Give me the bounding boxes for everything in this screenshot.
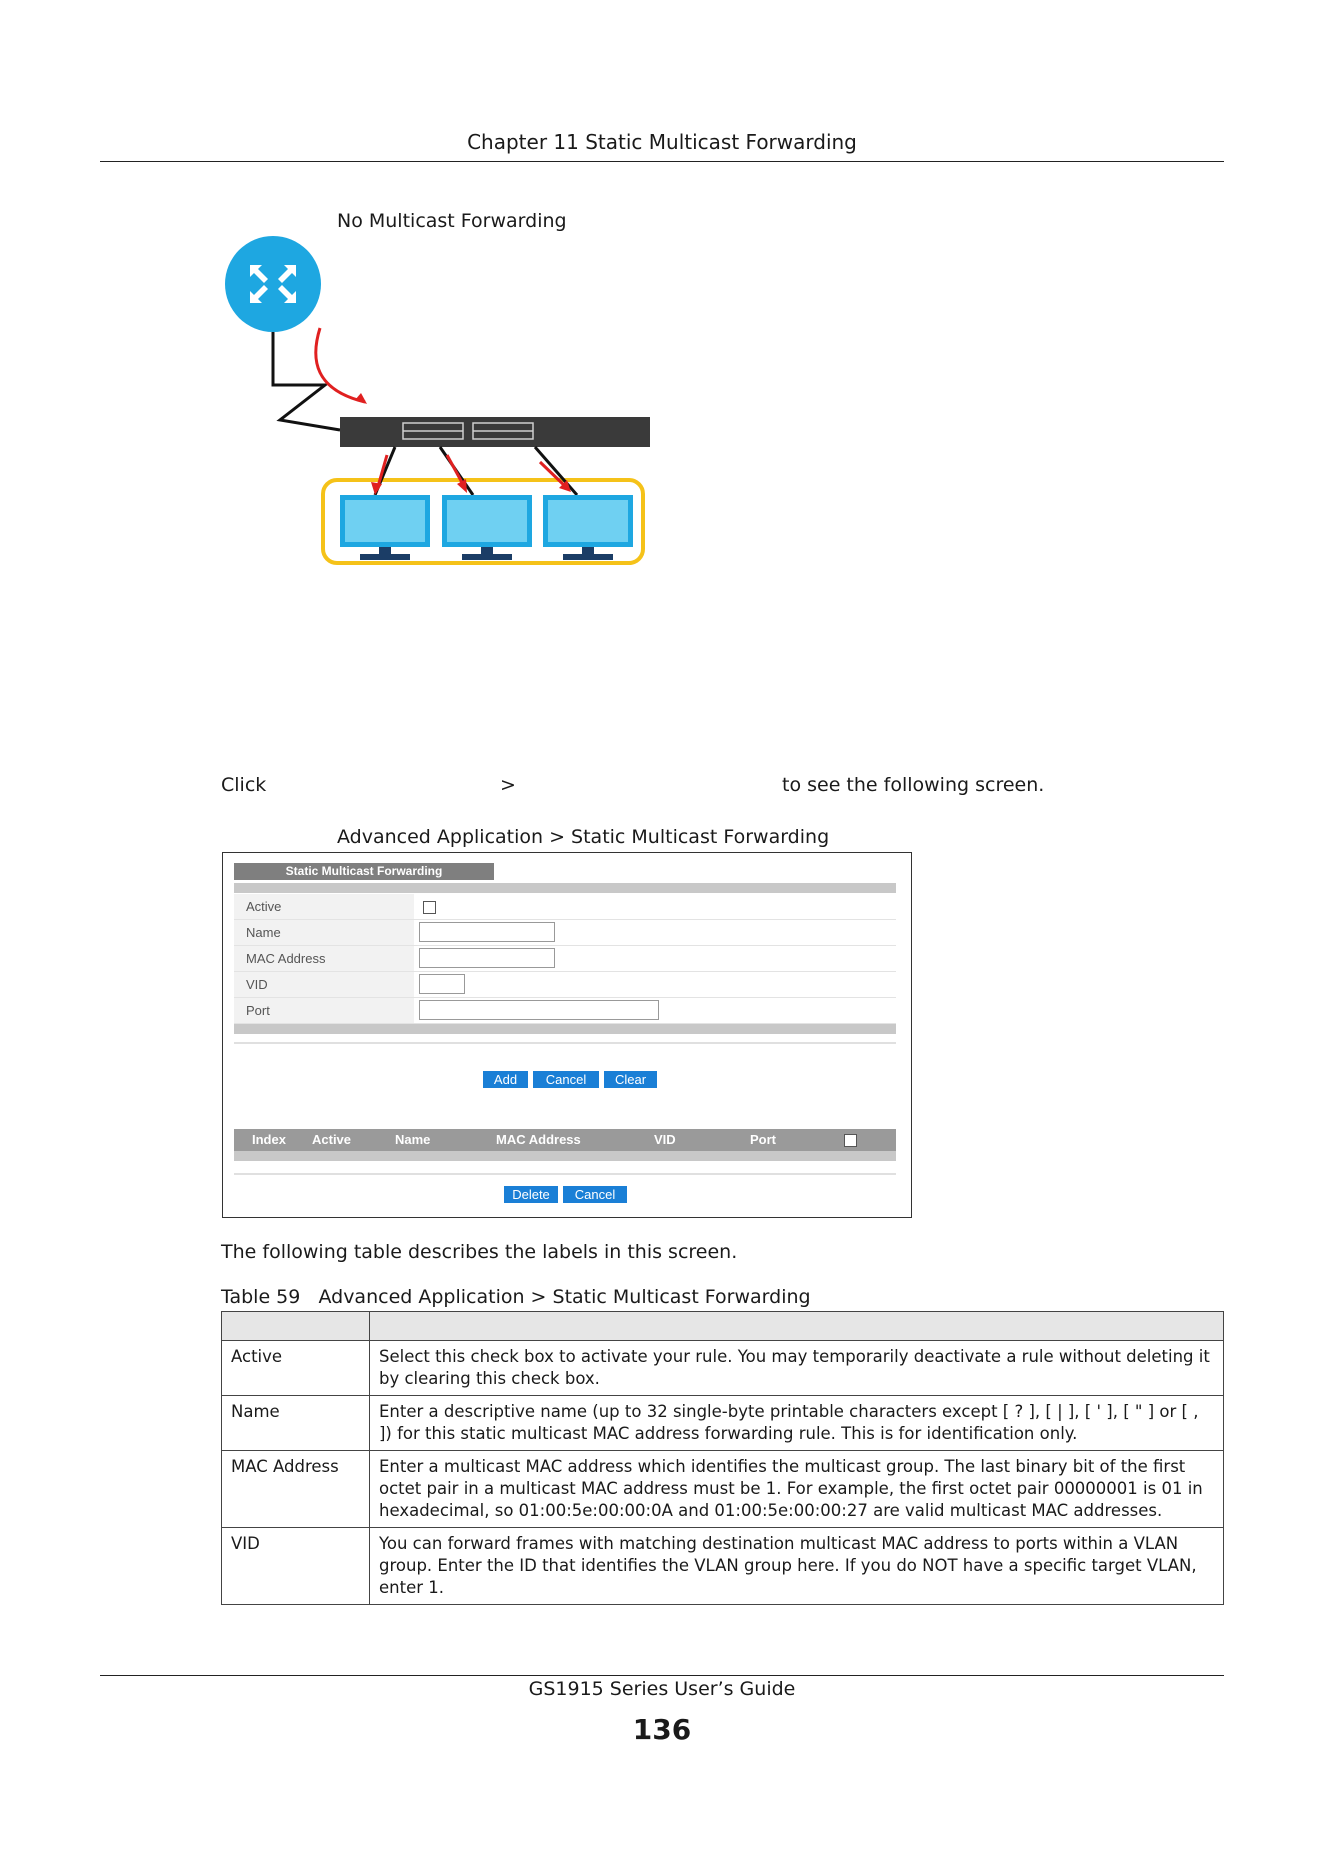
field-label-port: Port [246, 1003, 270, 1018]
delete-button[interactable]: Delete [504, 1186, 558, 1203]
list-header [234, 1129, 896, 1151]
field-label-name: Name [246, 925, 281, 940]
table-header-row [222, 1312, 1224, 1341]
col-active: Active [312, 1132, 352, 1147]
col-index: Index [252, 1132, 286, 1147]
intro-separator: > [500, 774, 516, 796]
cancel-button-2[interactable]: Cancel [563, 1186, 627, 1203]
intro-rest: to see the following screen. [782, 774, 1045, 796]
field-label-vid: VID [246, 977, 268, 992]
row-label: Active [222, 1341, 370, 1396]
field-row-mac [234, 946, 896, 972]
pc-icon-2 [442, 495, 532, 560]
port-input[interactable] [419, 1000, 659, 1020]
description-table [221, 1311, 1224, 1605]
field-row-name [234, 920, 896, 946]
form-divider [234, 1042, 896, 1044]
row-label: Name [222, 1396, 370, 1451]
router-cable [273, 332, 340, 430]
row-description: You can forward frames with matching destination multicast MAC address to ports within a VLAN group. Enter the ID that identifies the VLAN group here. If you do NOT have a specific target VLAN, enter 1. [370, 1528, 1224, 1605]
intro-click: Click [221, 774, 267, 796]
table-row [222, 1528, 1224, 1605]
row-label: MAC Address [222, 1451, 370, 1528]
form-bottom-bar [234, 1024, 896, 1034]
multicast-arrow [316, 328, 365, 402]
pc-icon-1 [340, 495, 430, 560]
add-button[interactable]: Add [483, 1071, 528, 1088]
name-input[interactable] [419, 922, 555, 942]
clear-button[interactable]: Clear [604, 1071, 657, 1088]
field-label-active: Active [246, 899, 282, 914]
screen-tab-title: Static Multicast Forwarding [234, 863, 494, 880]
chapter-title: Chapter 11 Static Multicast Forwarding [467, 130, 857, 154]
page-number: 136 [632, 1713, 692, 1746]
col-name: Name [395, 1132, 431, 1147]
select-all-checkbox[interactable] [844, 1134, 857, 1147]
screen-top-bar [234, 883, 896, 893]
multicast-diagram [215, 230, 665, 580]
router-icon [225, 236, 321, 332]
col-mac-address: MAC Address [496, 1132, 581, 1147]
mac-address-input[interactable] [419, 948, 555, 968]
table-row [222, 1396, 1224, 1451]
list-bottom-bar [234, 1151, 896, 1161]
vid-input[interactable] [419, 974, 465, 994]
figure-caption-1: No Multicast Forwarding [337, 210, 567, 232]
col-vid: VID [654, 1132, 676, 1147]
active-checkbox[interactable] [423, 901, 436, 914]
pc-icon-3 [543, 495, 633, 560]
cancel-button[interactable]: Cancel [533, 1071, 599, 1088]
guide-title: GS1915 Series User’s Guide [528, 1678, 796, 1700]
table-caption: Table 59 Advanced Application > Static Multicast Forwarding [221, 1286, 811, 1308]
footer-rule [100, 1675, 1224, 1676]
screen-frame [222, 852, 912, 1218]
row-description: Select this check box to activate your rule. You may temporarily deactivate a rule without deleting it by clearing this check box. [370, 1341, 1224, 1396]
field-row-active [234, 894, 896, 920]
row-description: Enter a descriptive name (up to 32 single-byte printable characters except [ ? ], [ | ], [ ' ], [ " ] or [ , ]) for this static multicast MAC address forwarding rule. This is for identification only. [370, 1396, 1224, 1451]
col-port: Port [750, 1132, 776, 1147]
field-label-mac: MAC Address [246, 951, 326, 966]
switch-icon [340, 417, 650, 447]
row-description: Enter a multicast MAC address which identifies the multicast group. The last binary bit of the first octet pair in a multicast MAC address must be 1. For example, the first octet pair 00000001 is 01 in hexadecimal, so 01:00:5e:00:00:0A and 01:00:5e:00:00:27 are valid multicast MAC addresses. [370, 1451, 1224, 1528]
table-row [222, 1341, 1224, 1396]
list-divider [234, 1173, 896, 1175]
figure-caption-2: Advanced Application > Static Multicast Forwarding [337, 826, 830, 848]
header-rule [100, 161, 1224, 162]
table-row [222, 1451, 1224, 1528]
field-row-vid [234, 972, 896, 998]
row-label: VID [222, 1528, 370, 1605]
field-row-port [234, 998, 896, 1024]
table-intro: The following table describes the labels in this screen. [221, 1241, 738, 1263]
